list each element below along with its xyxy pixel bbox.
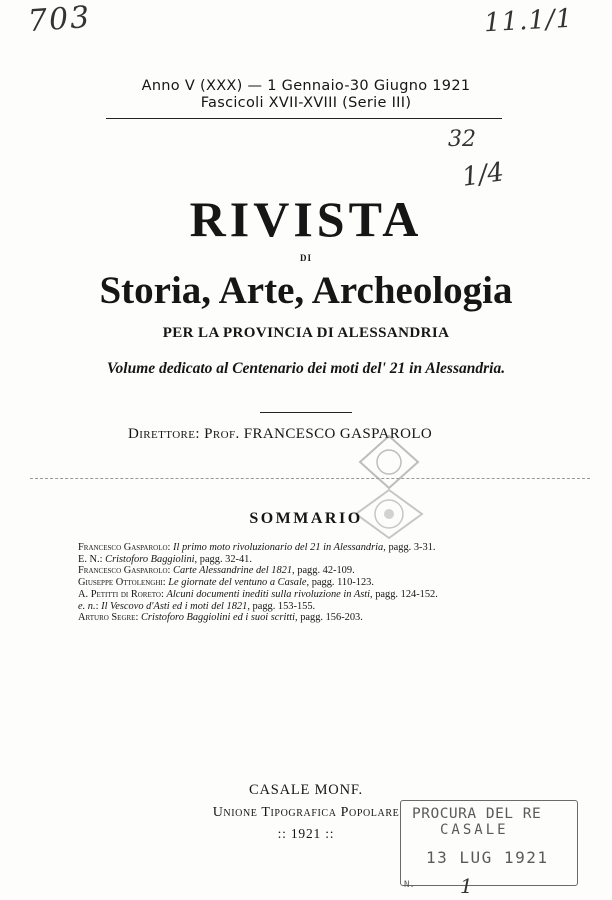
toc-author: Giuseppe Ottolenghi [78,577,163,589]
imprint-place: CASALE MONF. [249,782,363,798]
journal-subtitle: Storia, Arte, Archeologia [99,269,513,312]
handwritten-shelfmark-top-left: 703 [26,0,93,40]
toc-entry: Arturo Segre: Cristoforo Baggiolini ed i suoi scritti, pagg. 156-203. [78,612,363,624]
toc-title: Cristoforo Baggiolini ed i suoi scritti [140,612,296,624]
dotted-divider [30,478,590,479]
toc-entry: A. Petitti di Roreto: Alcuni documenti inediti sulla rivoluzione in Asti, pagg. 124-152. [78,588,438,600]
toc-pages: , pagg. 42-109. [292,565,355,577]
toc-entry: Francesco Gasparolo: Il primo moto rivoluzionario del 21 in Alessandria, pagg. 3-31. [78,542,436,553]
header-rule [106,118,502,119]
toc-author: E. N. [78,553,100,565]
director-label: Direttore: [128,426,200,442]
issue-fascicles-line: Fascicoli XVII-XVIII (Serie III) [200,95,412,111]
journal-province: PER LA PROVINCIA DI ALESSANDRIA [162,325,450,341]
toc-entry: E. N.: Cristoforo Baggiolini, pagg. 32-41. [78,553,252,565]
imprint-year: :: 1921 :: [277,826,335,841]
table-of-contents [78,542,533,624]
director-prof: Prof. [204,426,240,442]
journal-title-di: DI [299,253,312,263]
toc-entry: e. n.: Il Vescovo d'Asti ed i moti del 1821, pagg. 153-155. [78,600,316,612]
toc-title: Carte Alessandrine del 1821 [173,565,293,577]
director-rule [260,412,352,413]
imprint-publisher: Unione Tipografica Popolare [212,805,400,820]
stamp-number: N. [404,880,415,890]
stamp-city: CASALE [440,822,509,838]
toc-author: Francesco Gasparolo [78,565,168,577]
stamp-signature: 1 [460,874,473,898]
stamp-date: 13 LUG 1921 [426,848,549,867]
issue-date-line: Anno V (XXX) — 1 Gennaio-30 Giugno 1921 [141,78,471,94]
toc-title: Il primo moto rivoluzionario del 21 in Alessandria [173,542,384,553]
toc-author: e. n. [78,600,96,612]
toc-pages: , pagg. 32-41. [194,553,252,565]
toc-pages: , pagg. 156-203. [295,612,363,624]
toc-pages: , pagg. 153-155. [247,600,316,612]
director-name: FRANCESCO GASPAROLO [243,426,433,442]
stamp-authority: PROCURA DEL RE [412,806,542,822]
volume-dedication: Volume dedicato al Centenario dei moti del' 21 in Alessandria. [106,360,506,377]
toc-title: Le giornate del ventuno a Casale [168,577,307,589]
toc-title: Alcuni documenti inediti sulla rivoluzione in Asti [166,588,371,600]
toc-author: A. Petitti di Roreto [78,588,161,600]
toc-title: Il Vescovo d'Asti ed i moti del 1821 [101,600,248,612]
journal-title: RIVISTA [189,191,423,247]
toc-pages: , pagg. 3-31. [383,542,436,553]
toc-pages: , pagg. 110-123. [306,577,374,589]
toc-entry: Giuseppe Ottolenghi: Le giornate del ventuno a Casale, pagg. 110-123. [78,577,374,589]
toc-author: Arturo Segre [78,612,136,624]
toc-author: Francesco Gasparolo [78,542,168,553]
toc-entry: Francesco Gasparolo: Carte Alessandrine del 1821, pagg. 42-109. [78,565,355,577]
toc-pages: , pagg. 124-152. [370,588,438,600]
procura-stamp [400,800,578,896]
summary-heading: SOMMARIO [249,510,363,527]
toc-title: Cristoforo Baggiolini [105,553,195,565]
handwritten-shelfmark-top-right: 11.1/1 [483,3,574,39]
handwritten-note-1: 32 [448,127,476,152]
handwritten-note-2: 1/4 [460,157,506,193]
